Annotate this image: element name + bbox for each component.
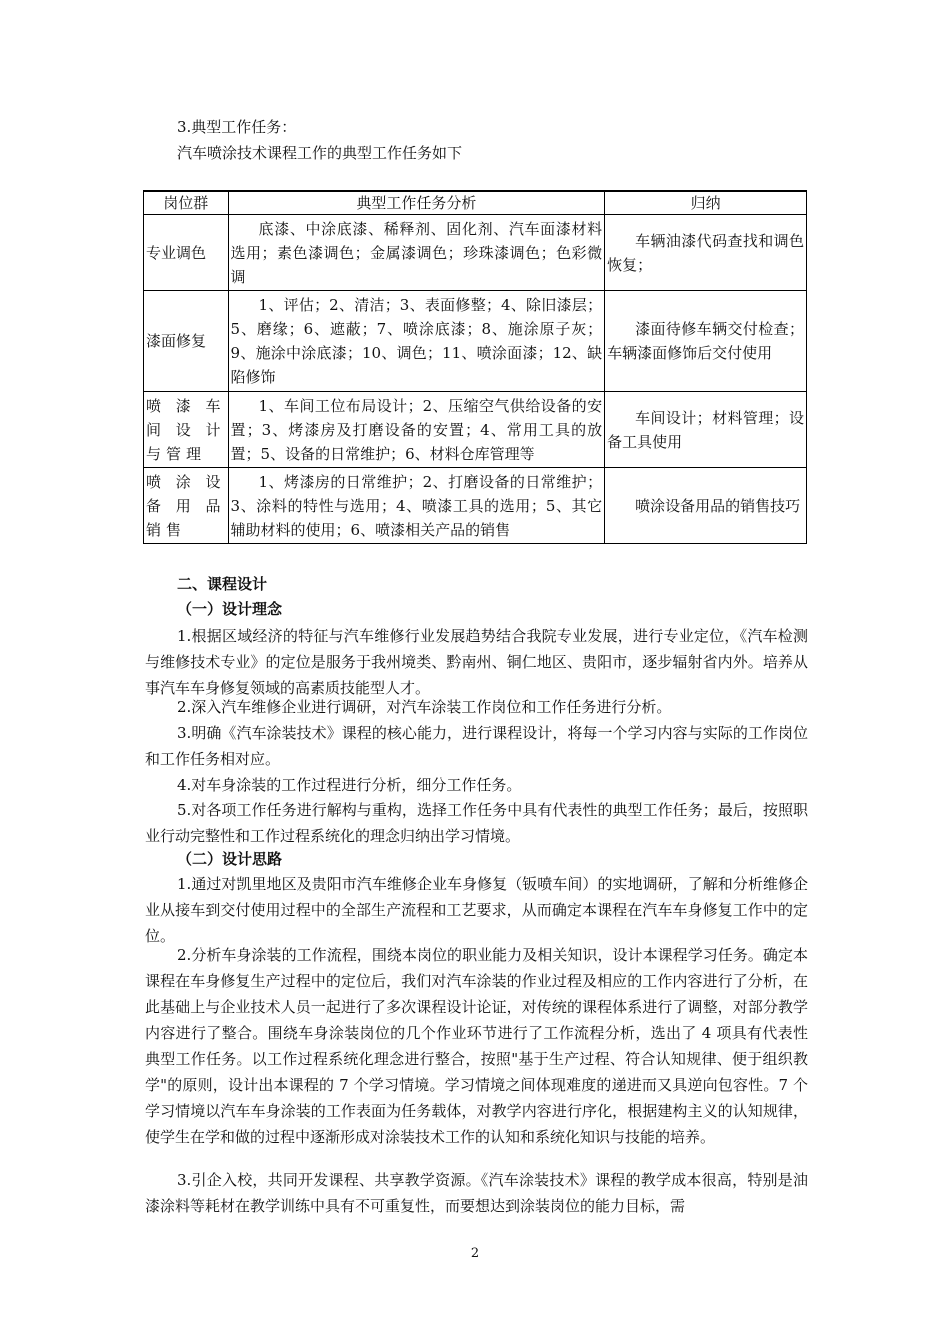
paragraph: 4.对车身涂装的工作过程进行分析，细分工作任务。 — [177, 776, 522, 794]
cell-summary: 喷涂设备用品的销售技巧 — [605, 468, 807, 544]
subsection-title: （一）设计理念 — [177, 600, 283, 618]
table-row — [144, 468, 807, 544]
paragraph: 5.对各项工作任务进行解构与重构，选择工作任务中具有代表性的典型工作任务；最后，按照职业行动完整性和工作过程系统化的理念归纳出学习情境。 — [145, 801, 808, 845]
cell-summary: 车辆油漆代码查找和调色恢复； — [605, 215, 807, 291]
cell-analysis: 1、评估；2、清洁；3、表面修整；4、除旧漆层；5、磨缘；6、遮蔽；7、喷涂底漆；8、施涂原子灰；9、施涂中涂底漆；10、调色；11、喷涂面漆；12、缺陷修饰 — [228, 291, 605, 392]
paragraph: 3.引企入校，共同开发课程、共享教学资源。《汽车涂装技术》课程的教学成本很高，特别是油漆涂料等耗材在教学训练中具有不可重复性，而要想达到涂装岗位的能力目标，需 — [145, 1171, 808, 1215]
paragraph: 1.根据区域经济的特征与汽车维修行业发展趋势结合我院专业发展，进行专业定位，《汽车检测与维修技术专业》的定位是服务于我州境类、黔南州、铜仁地区、贵阳市，逐步辐射省内外。培养从事汽车车身修复领域的高素质技能型人才。 — [145, 627, 808, 697]
cell-group: 喷漆车间设计与管理 — [144, 392, 229, 468]
table-row — [144, 215, 807, 291]
task-table — [143, 190, 807, 544]
cell-group: 喷涂设备用品销售 — [144, 468, 229, 544]
table-row — [144, 392, 807, 468]
section3-title: 3.典型工作任务： — [177, 118, 297, 136]
cell-group: 专业调色 — [144, 215, 229, 291]
subsection-title: （二）设计思路 — [177, 850, 283, 868]
header-analysis: 典型工作任务分析 — [228, 191, 605, 215]
header-group: 岗位群 — [144, 191, 229, 215]
cell-summary: 漆面待修车辆交付检查；车辆漆面修饰后交付使用 — [605, 291, 807, 392]
table-header-row — [144, 191, 807, 215]
paragraph: 3.明确《汽车涂装技术》课程的核心能力，进行课程设计，将每一个学习内容与实际的工作岗位和工作任务相对应。 — [145, 724, 808, 768]
cell-summary: 车间设计；材料管理；设备工具使用 — [605, 392, 807, 468]
paragraph: 2.分析车身涂装的工作流程，围绕本岗位的职业能力及相关知识，设计本课程学习任务。确定本课程在车身修复生产过程中的定位后，我们对汽车涂装的作业过程及相应的工作内容进行了分析，在此基础上与企业技术人员一起进行了多次课程设计论证，对传统的课程体系进行了调整，对部分教学内容进行了整合。围绕车身涂装岗位的几个作业环节进行了工作流程分析，选出了 4 项具有代表性典型工作任务。以工作过程系统化理念进行整合，按照"基于生产过程、符合认知规律、便于组织教学"的原则，设计出本课程的 7 个学习情境。学习情境之间体现难度的递进而又具逆向包容性。7 个学习情境以汽车车身涂装的工作表面为任务载体，对教学内容进行序化，根据建构主义的认知规律，使学生在学和做的过程中逐渐形成对涂装技术工作的认知和系统化知识与技能的培养。 — [145, 946, 808, 1146]
header-summary: 归纳 — [605, 191, 807, 215]
cell-analysis: 1、车间工位布局设计；2、压缩空气供给设备的安置；3、烤漆房及打磨设备的安置；4、常用工具的放置；5、设备的日常维护；6、材料仓库管理等 — [228, 392, 605, 468]
cell-analysis: 1、烤漆房的日常维护；2、打磨设备的日常维护；3、涂料的特性与选用；4、喷漆工具的选用；5、其它辅助材料的使用；6、喷漆相关产品的销售 — [228, 468, 605, 544]
section3-intro: 汽车喷涂技术课程工作的典型工作任务如下 — [177, 144, 463, 162]
chapter-title: 二、课程设计 — [177, 575, 268, 593]
paragraph: 1.通过对凯里地区及贵阳市汽车维修企业车身修复（钣喷车间）的实地调研，了解和分析维修企业从接车到交付使用过程中的全部生产流程和工艺要求，从而确定本课程在汽车车身修复工作中的定位。 — [145, 875, 808, 945]
page-number: 2 — [470, 1246, 480, 1261]
cell-group: 漆面修复 — [144, 291, 229, 392]
table-row — [144, 291, 807, 392]
cell-analysis: 底漆、中涂底漆、稀释剂、固化剂、汽车面漆材料选用；素色漆调色；金属漆调色；珍珠漆调色；色彩微调 — [228, 215, 605, 291]
paragraph: 2.深入汽车维修企业进行调研，对汽车涂装工作岗位和工作任务进行分析。 — [177, 698, 672, 716]
